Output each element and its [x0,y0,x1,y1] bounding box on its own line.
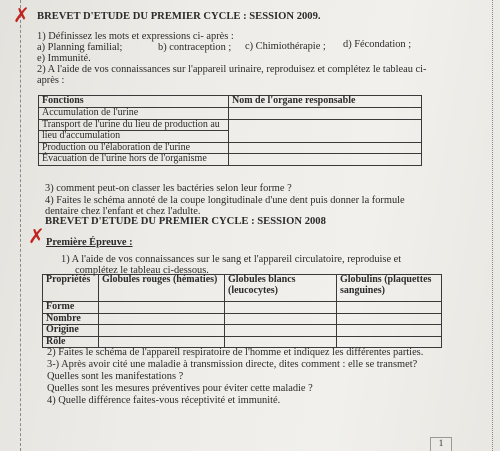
table-row: Accumulation de l'urine [39,108,229,120]
exam2-q3-line2: Quelles sont les manifestations ? [47,371,184,382]
exam1-q4-line1: 4) Faites le schéma annoté de la coupe longitudinale d'une dent puis donner la formule [45,195,405,206]
exam1-title: BREVET D'ETUDE DU PREMIER CYCLE : SESSION 2009. [37,11,321,22]
term-b: b) contraception ; [158,42,232,53]
page-number: 1 [430,437,452,451]
exam1-q2-line2: après : [37,75,65,86]
table-row: Rôle [43,336,99,348]
blood-table [42,274,442,348]
urinary-table [38,95,422,166]
red-cross-mark: ✗ [13,3,30,27]
exam2-section-title: Première Épreuve : [46,237,133,248]
exam2-q3-line1: 3-) Après avoir cité une maladie à transmission directe, dites comment : elle se transmet? [47,359,418,370]
table-header: Globules blancs (leucocytes) [225,275,337,302]
table-row: Nombre [43,313,99,325]
table-row: Production ou l'élaboration de l'urine [39,142,229,154]
term-e: e) Immunité. [37,53,91,64]
table-header: Fonctions [39,96,229,108]
term-d: d) Fécondation ; [343,39,412,50]
red-cross-mark: ✗ [28,224,45,248]
term-c: c) Chimiothérapie ; [245,41,326,52]
term-a: a) Planning familial; [37,42,123,53]
exam2-q4: 4) Quelle différence faites-vous réceptivité et immunité. [47,395,281,406]
table-row: Forme [43,302,99,314]
exam1-q3: 3) comment peut-on classer les bactéries selon leur forme ? [45,183,292,194]
table-row: Origine [43,325,99,337]
exam2-q2: 2) Faites le schéma de l'appareil respiratoire de l'homme et indiquez les différentes parties. [47,347,424,358]
exam1-q2-line1: 2) A l'aide de vos connaissances sur l'appareil urinaire, reproduisez et complétez le tableau ci- [37,64,427,75]
table-header: Globulins (plaquettes sanguines) [337,275,442,302]
exam1-q1: 1) Définissez les mots et expressions ci- après : [37,31,234,42]
table-row: lieu d'accumulation [39,131,229,143]
table-row: Transport de l'urine du lieu de production au [39,119,229,131]
page-edge-line [492,0,493,451]
table-header: Propriétés [43,275,99,302]
exam2-q1-line2: complétez le tableau ci-dessous. [75,265,209,276]
table-header: Globules rouges (hématies) [99,275,225,302]
margin-line [20,0,21,451]
table-header: Nom de l'organe responsable [229,96,422,108]
exam2-title: BREVET D'ETUDE DU PREMIER CYCLE : SESSION 2008 [45,216,326,227]
table-row: Évacuation de l'urine hors de l'organisme [39,154,229,166]
exam2-q3-line3: Quelles sont les mesures préventives pour éviter cette maladie ? [47,383,313,394]
exam2-q1-line1: 1) A l'aide de vos connaissances sur le sang et l'appareil circulatoire, reproduise et [61,254,402,265]
exam1-q4-line2: dentaire chez l'enfant et chez l'adulte. [45,206,201,217]
